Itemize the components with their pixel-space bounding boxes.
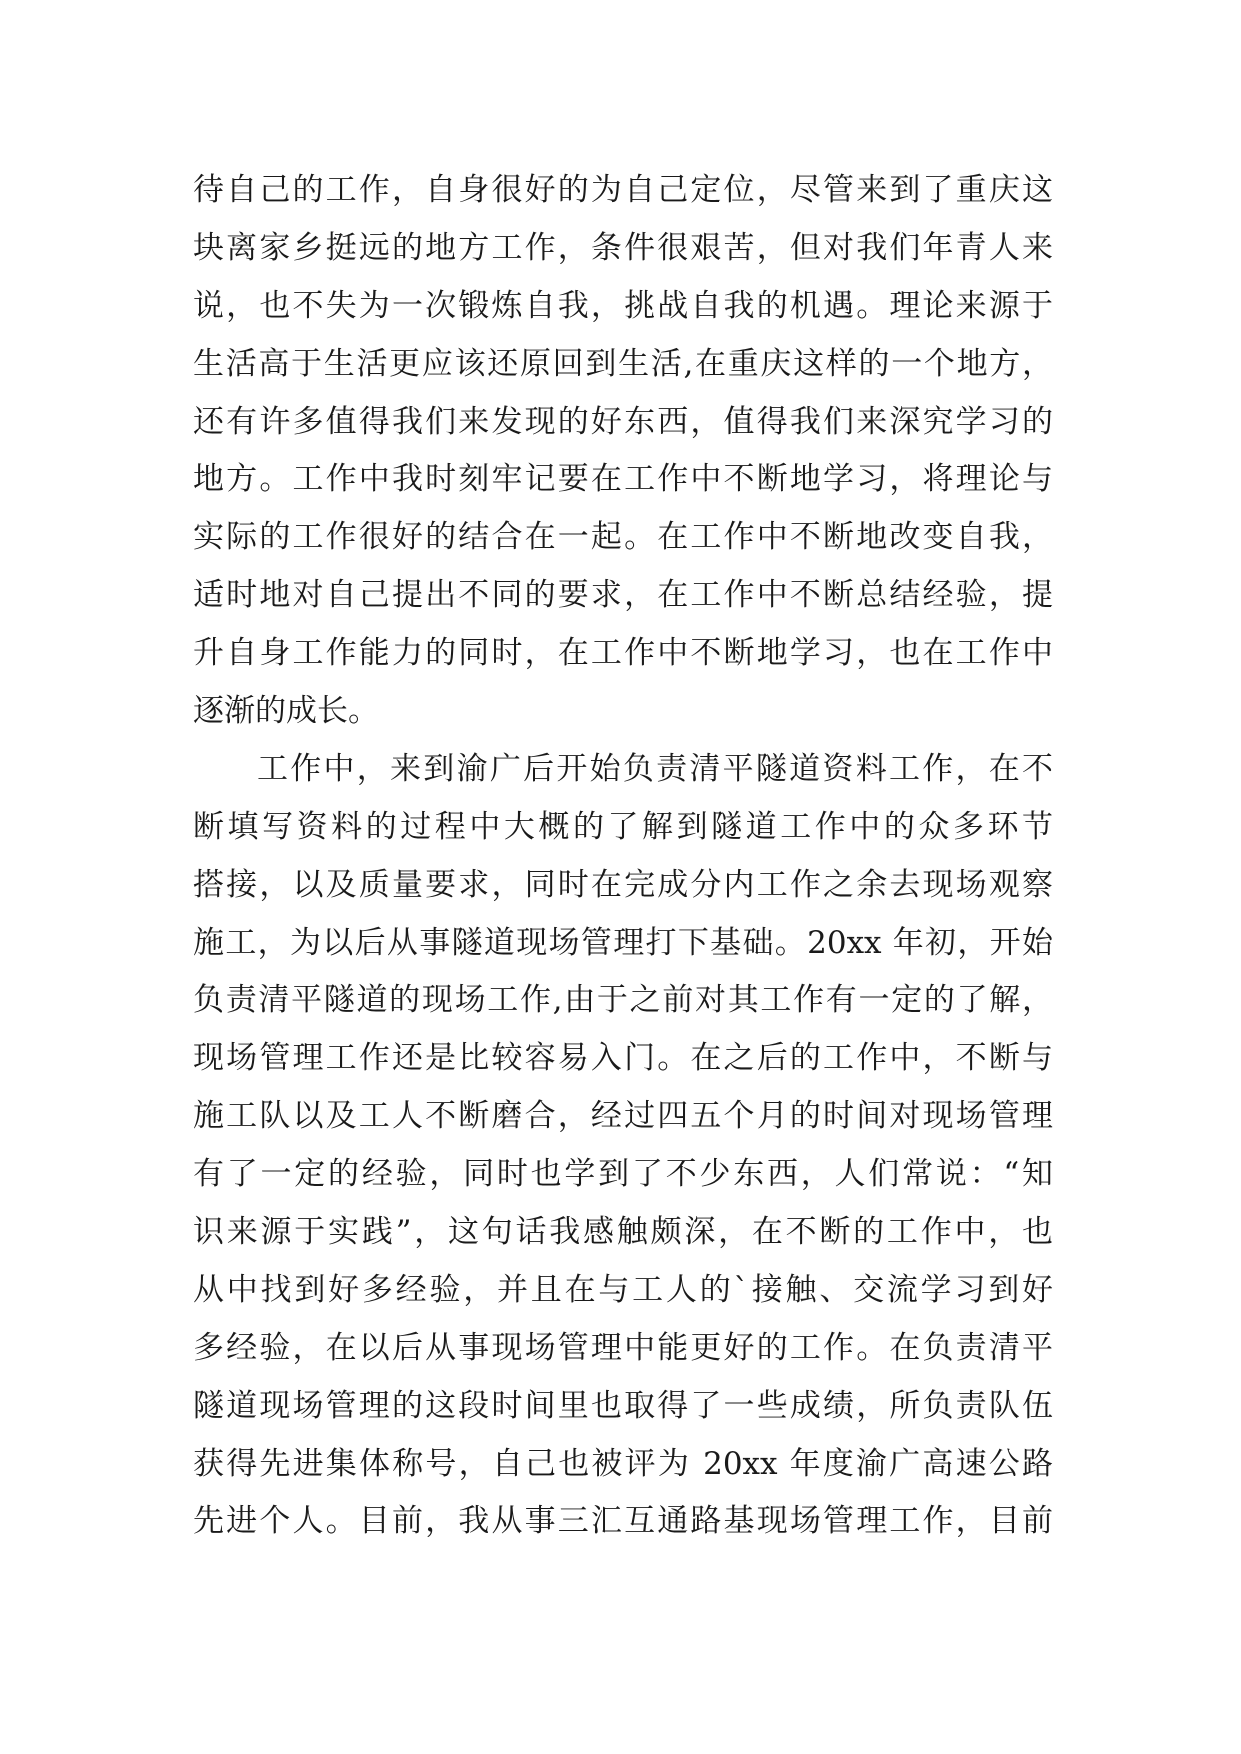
paragraph-line: 搭接，以及质量要求，同时在完成分内工作之余去现场观察 [193,866,1053,903]
paragraph-line: 块离家乡挺远的地方工作，条件很艰苦，但对我们年青人来 [193,229,1053,266]
paragraph-line: 地方。工作中我时刻牢记要在工作中不断地学习，将理论与 [193,461,1053,498]
paragraph-line: 负责清平隧道的现场工作,由于之前对其工作有一定的了解， [193,982,1053,1019]
paragraph-line: 识来源于实践”，这句话我感触颇深，在不断的工作中，也 [193,1214,1053,1251]
paragraph-line: 逐渐的成长。 [193,693,379,730]
document-body [193,162,1053,1551]
paragraph-line: 实际的工作很好的结合在一起。在工作中不断地改变自我， [193,519,1053,556]
paragraph-line: 现场管理工作还是比较容易入门。在之后的工作中，不断与 [193,1040,1053,1077]
paragraph-line: 适时地对自己提出不同的要求，在工作中不断总结经验，提 [193,577,1053,614]
paragraph-line: 多经验，在以后从事现场管理中能更好的工作。在负责清平 [193,1329,1053,1366]
paragraph-1 [193,162,1053,741]
paragraph-line: 断填写资料的过程中大概的了解到隧道工作中的众多环节 [193,808,1053,845]
paragraph-line: 说，也不失为一次锻炼自我，挑战自我的机遇。理论来源于 [193,287,1053,324]
paragraph-line: 工作中，来到渝广后开始负责清平隧道资料工作，在不 [257,750,1053,787]
paragraph-line: 待自己的工作，自身很好的为自己定位，尽管来到了重庆这 [193,172,1053,208]
paragraph-line: 先进个人。目前，我从事三汇互通路基现场管理工作，目前 [193,1503,1053,1540]
paragraph-line: 从中找到好多经验，并且在与工人的`接触、交流学习到好 [193,1271,1053,1308]
paragraph-line: 升自身工作能力的同时，在工作中不断地学习，也在工作中 [193,635,1053,672]
paragraph-line: 有了一定的经验，同时也学到了不少东西，人们常说：“知 [193,1156,1053,1193]
paragraph-line: 获得先进集体称号，自己也被评为 20xx 年度渝广高速公路 [193,1445,1053,1482]
paragraph-2 [193,741,1053,1551]
paragraph-line: 施工，为以后从事隧道现场管理打下基础。20xx 年初，开始 [193,924,1053,961]
paragraph-line: 生活高于生活更应该还原回到生活,在重庆这样的一个地方， [193,345,1053,382]
paragraph-line: 施工队以及工人不断磨合，经过四五个月的时间对现场管理 [193,1098,1053,1135]
paragraph-line: 还有许多值得我们来发现的好东西，值得我们来深究学习的 [193,403,1053,440]
paragraph-line: 隧道现场管理的这段时间里也取得了一些成绩，所负责队伍 [193,1387,1053,1424]
